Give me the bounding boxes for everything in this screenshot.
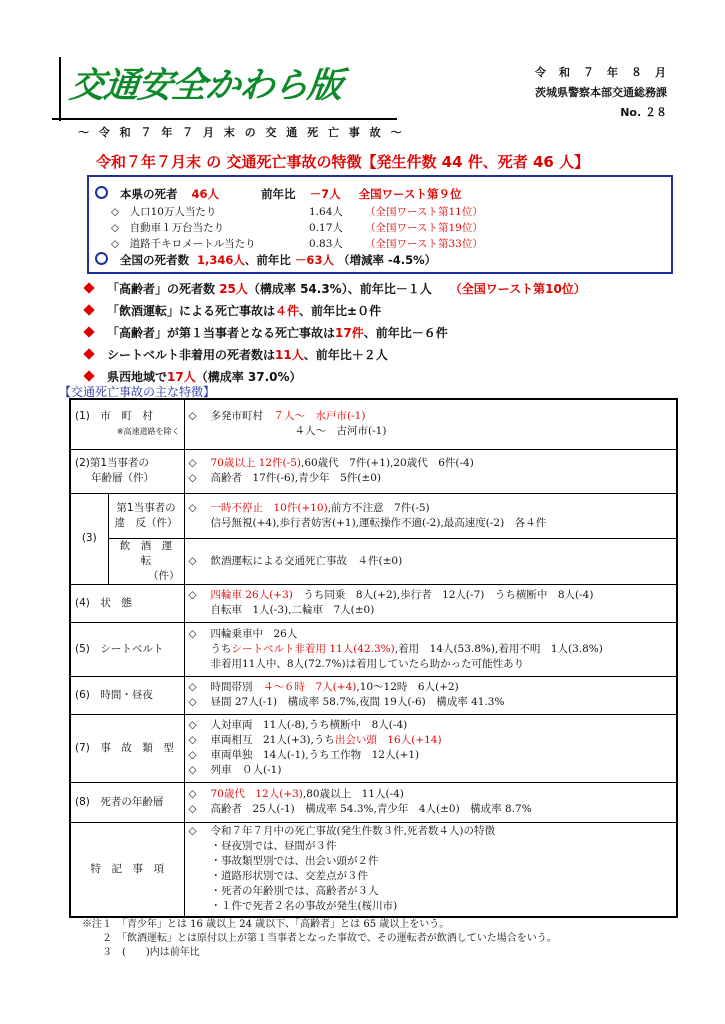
key-point-text: 「飲酒運転」による死亡事故は bbox=[107, 304, 276, 318]
row-label: (8) 死者の年齢層 bbox=[70, 782, 184, 822]
detail-line bbox=[189, 787, 673, 802]
detail-text: 高齢者 17件(-6),青少年 5件(±0) bbox=[210, 472, 381, 484]
prefecture-rank: 全国ワースト第９位 bbox=[358, 187, 462, 201]
diamond-outline-icon: ◇ bbox=[188, 554, 197, 567]
table-row bbox=[70, 622, 677, 676]
circle-bullet-icon bbox=[95, 252, 108, 265]
key-point-text: （構成率 54.3%）、前年比－１人 bbox=[247, 282, 432, 296]
detail-line bbox=[189, 424, 673, 439]
detail-line bbox=[189, 456, 673, 471]
key-point bbox=[85, 280, 586, 297]
row-details bbox=[184, 399, 677, 449]
table-row bbox=[70, 449, 677, 493]
key-point-text: シートベルト非着用の死者数は bbox=[107, 348, 276, 362]
detail-line bbox=[189, 824, 673, 839]
detail-line bbox=[189, 657, 673, 672]
row-details bbox=[184, 493, 677, 538]
sub-row-per-population: ◇ 人口10万人当たり 1.64人 （全国ワースト第11位） bbox=[111, 206, 483, 218]
detail-line bbox=[189, 854, 673, 869]
detail-line bbox=[189, 588, 673, 603]
row-details bbox=[184, 449, 677, 493]
row-label: (2)第1当事者の 年齢層（件） bbox=[70, 449, 184, 493]
detail-line bbox=[189, 869, 673, 884]
row-label: (7) 事 故 類 型 bbox=[70, 714, 184, 782]
key-point-text: 、前年比＋２人 bbox=[303, 348, 388, 362]
key-point-text: 、前年比－６件 bbox=[363, 326, 448, 340]
footnotes bbox=[82, 918, 557, 960]
key-point bbox=[85, 346, 388, 363]
detail-text: うち同乗 8人(+2),歩行者 12人(-7) うち横断中 8人(-4) bbox=[292, 589, 594, 601]
footnote: ※注１ 「青少年」とは 16 歳以上 24 歳以下、「高齢者」とは 65 歳以上をいう。 bbox=[82, 919, 450, 930]
table-row bbox=[70, 714, 677, 782]
detail-line bbox=[189, 695, 673, 710]
detail-text: ・昼夜別では、昼間が３件 bbox=[210, 840, 337, 853]
detail-text: 70歳代 12人(+3) bbox=[210, 788, 303, 800]
detail-text: 70歳以上 12件(-5) bbox=[210, 457, 301, 469]
row-details bbox=[184, 822, 677, 917]
sub-row-per-vehicles: ◇ 自動車１万台当たり 0.17人 （全国ワースト第19位） bbox=[111, 222, 483, 234]
row-details bbox=[184, 538, 677, 584]
diamond-bullet-icon bbox=[83, 348, 94, 359]
diamond-outline-icon: ◇ bbox=[188, 764, 197, 776]
header-horizontal-rule bbox=[52, 118, 397, 120]
detail-text: 多発市町村 bbox=[210, 410, 274, 423]
diamond-outline-icon: ◇ bbox=[188, 472, 197, 484]
detail-text: 非着用11人中、8人(72.7%)は着用していたら助かった可能性あり bbox=[210, 657, 525, 670]
row-details bbox=[184, 676, 677, 714]
detail-text: 高齢者 25人(-1) 構成率 54.3%,青少年 4人(±0) 構成率 8.7% bbox=[210, 803, 532, 815]
diamond-outline-icon: ◇ bbox=[188, 803, 197, 815]
detail-text: 四輪乗車中 26人 bbox=[210, 627, 298, 640]
detail-text: 令和７年７月中の死亡事故(発生件数３件,死者数４人)の特徴 bbox=[210, 825, 496, 838]
diamond-outline-icon: ◇ bbox=[188, 589, 197, 601]
key-point-text: 、前年比±０件 bbox=[299, 304, 382, 318]
national-deaths: 1,346人 bbox=[197, 253, 245, 267]
detail-text: ,60歳代 7件(+1),20歳代 6件(-4) bbox=[300, 457, 474, 469]
key-point-text: 県西地域で bbox=[107, 370, 168, 384]
national-deaths-yoy: －63人 bbox=[294, 253, 334, 267]
detail-line bbox=[189, 763, 673, 778]
table-row bbox=[70, 676, 677, 714]
row-label: (4) 状 態 bbox=[70, 584, 184, 622]
detail-text: ４人〜 古河市(-1) bbox=[210, 425, 387, 438]
detail-text: ,着用 14人(53.8%),着用不明 1人(3.8%) bbox=[394, 642, 603, 655]
newsletter-subtitle: 〜 令 和 ７ 年 ７ 月 末 の 交 通 死 亡 事 故 〜 bbox=[78, 126, 405, 139]
detail-text: 自転車 1人(-3),二輪車 7人(±0) bbox=[210, 604, 375, 616]
footnote: ２ 「飲酒運転」とは原付以上が第１当事者となった事故で、その運転者が飲酒していた場合をいう。 bbox=[82, 933, 557, 944]
diamond-outline-icon: ◇ bbox=[188, 410, 197, 423]
prefecture-deaths-row: 本県の死者 46人 前年比 －7人 全国ワースト第９位 bbox=[95, 186, 462, 202]
detail-text: 昼間 27人(-1) 構成率 58.7%,夜間 19人(-6) 構成率 41.3% bbox=[210, 696, 505, 708]
detail-text: 飲酒運転による交通死亡事故 ４件(±0) bbox=[210, 554, 403, 567]
key-point-text: 17人 bbox=[167, 370, 196, 384]
detail-text: 信号無視(+4),歩行者妨害(+1),運転操作不適(-2),最高速度(-2) 各４件 bbox=[210, 516, 547, 529]
diamond-outline-icon: ◇ bbox=[188, 825, 197, 838]
key-point-text: 「高齢者」の死者数 bbox=[107, 282, 220, 296]
detail-text: ・事故類型別では、出会い頭が２件 bbox=[210, 855, 379, 868]
key-point-text: 25人 bbox=[219, 282, 248, 296]
detail-line bbox=[189, 471, 673, 486]
table-row bbox=[70, 493, 677, 538]
diamond-bullet-icon bbox=[83, 304, 94, 315]
key-point-text: 17件 bbox=[335, 326, 364, 340]
circle-bullet-icon bbox=[95, 186, 108, 199]
row-details bbox=[184, 622, 677, 676]
issue-date: 令 和 ７ 年 ８ 月 bbox=[535, 66, 667, 79]
detail-text: シートベルト非着用 11人(42.3%) bbox=[231, 642, 395, 655]
newsletter-title: 交通安全かわら版 bbox=[67, 66, 344, 106]
key-point bbox=[85, 324, 448, 341]
detail-text: 四輪車 26人(+3) bbox=[210, 589, 293, 601]
key-point-text: ４件 bbox=[275, 304, 300, 318]
detail-line bbox=[189, 409, 673, 424]
row-details bbox=[184, 782, 677, 822]
diamond-outline-icon: ◇ bbox=[188, 749, 197, 761]
diamond-outline-icon: ◇ bbox=[188, 501, 197, 514]
diamond-outline-icon: ◇ bbox=[188, 696, 197, 708]
key-point bbox=[85, 302, 381, 319]
detail-line bbox=[189, 718, 673, 733]
detail-text: 時間帯別 bbox=[210, 681, 263, 693]
main-heading: 令和７年７月末 の 交通死亡事故の特徴【発生件数 44 件、死者 46 人】 bbox=[96, 153, 590, 171]
detail-line bbox=[189, 603, 673, 618]
detail-text: 車両相互 21人(+3),うち bbox=[210, 734, 335, 746]
detail-line bbox=[189, 748, 673, 763]
detail-line bbox=[189, 680, 673, 695]
summary-box bbox=[87, 175, 673, 274]
row-number: (3) bbox=[70, 493, 108, 584]
detail-text: ４〜６時 7人(+4) bbox=[263, 681, 357, 693]
prefecture-deaths: 46人 bbox=[191, 187, 220, 201]
detail-line bbox=[189, 839, 673, 854]
detail-text: うち bbox=[210, 642, 232, 655]
detail-text: ・死者の年齢別では、高齢者が３人 bbox=[210, 885, 379, 898]
row-label: (1) 市 町 村 ※高速道路を除く bbox=[70, 399, 184, 449]
footnote: ３ ( )内は前年比 bbox=[82, 947, 200, 958]
detail-text: 出会い頭 16人(+14) bbox=[334, 734, 442, 746]
header-vertical-rule bbox=[59, 57, 61, 121]
row-label: (6) 時間・昼夜 bbox=[70, 676, 184, 714]
detail-line bbox=[189, 733, 673, 748]
detail-text: 人対車両 11人(-8),うち横断中 8人(-4) bbox=[210, 719, 408, 731]
detail-text: 車両単独 14人(-1),うち工作物 12人(+1) bbox=[210, 749, 420, 761]
detail-line bbox=[189, 802, 673, 817]
detail-text: 一時不停止 10件(+10) bbox=[210, 501, 328, 514]
table-row bbox=[70, 822, 677, 917]
detail-text: ,80歳以上 11人(-4) bbox=[302, 788, 404, 800]
table-row bbox=[70, 584, 677, 622]
prefecture-deaths-yoy: －7人 bbox=[309, 187, 341, 201]
table-row bbox=[70, 538, 677, 584]
detail-text: ・道路形状別では、交差点が３件 bbox=[210, 870, 368, 883]
diamond-outline-icon: ◇ bbox=[188, 719, 197, 731]
row-details bbox=[184, 714, 677, 782]
table-row bbox=[70, 399, 677, 449]
diamond-outline-icon: ◇ bbox=[188, 681, 197, 693]
key-point-text: （全国ワースト第10位） bbox=[431, 282, 586, 296]
diamond-outline-icon: ◇ bbox=[188, 788, 197, 800]
diamond-bullet-icon bbox=[83, 326, 94, 337]
detail-line bbox=[189, 501, 673, 516]
national-deaths-row: 全国の死者数 1,346人、前年比 －63人 （増減率 -4.5%） bbox=[95, 252, 436, 268]
row-details bbox=[184, 584, 677, 622]
detail-text: ,10〜12時 6人(+2) bbox=[356, 681, 459, 693]
diamond-outline-icon: ◇ bbox=[188, 627, 197, 640]
detail-line bbox=[189, 554, 673, 569]
issuer: 茨城県警察本部交通総務課 bbox=[535, 86, 667, 99]
table-row bbox=[70, 782, 677, 822]
key-point-text: 11人 bbox=[275, 348, 304, 362]
detail-line bbox=[189, 899, 673, 914]
diamond-outline-icon: ◇ bbox=[188, 734, 197, 746]
features-table bbox=[69, 398, 678, 918]
row-label: 第1当事者の 違 反（件） bbox=[108, 493, 184, 538]
diamond-bullet-icon bbox=[83, 370, 94, 381]
detail-text: ,前方不注意 7件(-5) bbox=[327, 501, 430, 514]
detail-line bbox=[189, 884, 673, 899]
row-label: 飲 酒 運 転 （件） bbox=[108, 538, 184, 584]
detail-text: 列車 ０人(-1) bbox=[210, 764, 282, 776]
detail-line bbox=[189, 642, 673, 657]
row-label: (5) シートベルト bbox=[70, 622, 184, 676]
row-label: 特 記 事 項 bbox=[70, 822, 184, 917]
detail-text: ・１件で死者２名の事故が発生(桜川市) bbox=[210, 900, 398, 913]
section-title: 【交通死亡事故の主な特徴】 bbox=[59, 385, 216, 399]
detail-line bbox=[189, 516, 673, 531]
key-point-text: （構成率 37.0%） bbox=[195, 370, 302, 384]
issue-number: No. ２８ bbox=[620, 106, 667, 119]
diamond-bullet-icon bbox=[83, 282, 94, 293]
sub-row-per-road-km: ◇ 道路千キロメートル当たり 0.83人 （全国ワースト第33位） bbox=[111, 238, 483, 250]
key-point-text: 「高齢者」が第１当事者となる死亡事故は bbox=[107, 326, 336, 340]
detail-line bbox=[189, 627, 673, 642]
detail-text: ７人〜 水戸市(-1) bbox=[273, 410, 366, 423]
diamond-outline-icon: ◇ bbox=[188, 457, 197, 469]
